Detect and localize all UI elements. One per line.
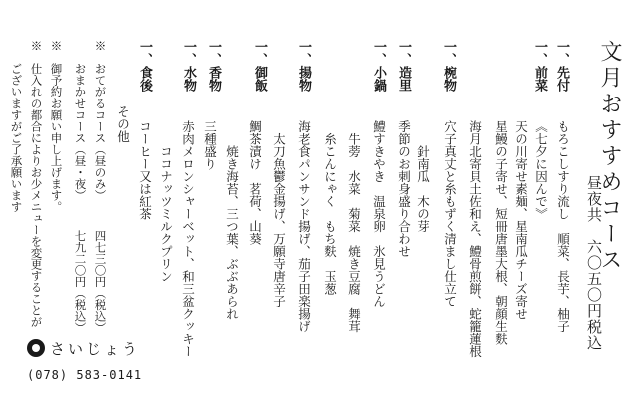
gohan-line-1: 鯛茶漬け 茗荷、山葵 (247, 120, 263, 245)
zensai-line-1: 《七夕に因んで》 (533, 120, 549, 220)
shop-name: さいじょう (50, 340, 141, 358)
note-line-1: ※ おてがるコース（昼のみ） 四七三〇円（税込） (93, 40, 108, 334)
agemono-line-1: 海老食パンサンド揚げ、茄子田楽揚げ (296, 120, 312, 333)
section-head-konabe: 一、小鍋 (371, 40, 386, 92)
course-price: 昼夜共 六〇五〇円税込 (585, 175, 603, 351)
shokugo-line-1: コーヒー又は紅茶 (137, 120, 153, 220)
family-crest-icon (27, 339, 45, 357)
wanmono-line-2: 穴子真丈と糸もずく清まし仕立て (442, 120, 458, 308)
menu-title: 文月おすすめコース (597, 40, 622, 274)
zensai-line-2: 天の川寄せ素麺、星南瓜チーズ寄せ (513, 120, 529, 320)
konabe-line-2: 牛蒡 水菜 菊菜 焼き豆腐 舞茸 (346, 120, 362, 333)
note-line-4: ※ 仕入れの都合によりお少メニューを変更することが (29, 40, 44, 328)
section-head-tsukuri: 一、造里 (396, 40, 411, 92)
section-head-zensai: 一、前菜 (532, 40, 547, 92)
konabe-line-1: 鱧すきやき 温泉卵 氷見うどん (371, 120, 387, 308)
mizumono-line-1: 赤肉メロンシャーベット、和三盆クッキー (180, 120, 196, 358)
note-line-2: おまかせコース（昼・夜） 七九二〇円（税込） (73, 40, 88, 334)
mizumono-line-2: ココナッツミルクプリン (158, 120, 174, 283)
agemono-line-2: 太刀魚鬱金揚げ、万願寺唐辛子 (271, 120, 287, 308)
kounomono-line-1: 三種盛り (202, 120, 218, 170)
section-head-mizumono: 一、水物 (181, 40, 196, 92)
section-head-gohan: 一、御飯 (252, 40, 267, 92)
shop-phone: (078) 583-0141 (27, 368, 143, 382)
sakizuke-line-1: もろこしすり流し 順菜、長芋、柚子 (555, 120, 571, 333)
note-line-3: ※ 御予約お願い申し上げます。 (49, 40, 64, 213)
section-head-shokugo: 一、食後 (137, 40, 152, 92)
section-head-wanmono: 一、椀物 (441, 40, 456, 92)
konabe-line-3: 糸こんにゃく もち麩 玉葱 (322, 120, 338, 295)
section-head-agemono: 一、揚物 (296, 40, 311, 92)
shokugo-line-2: その他 (115, 80, 131, 143)
tsukuri-line-1: 季節のお刺身盛り合わせ (396, 120, 412, 258)
zensai-line-3: 星鰻の子寄せ、短冊唐墨大根、朝顔生麩 (493, 120, 509, 345)
wanmono-line-1: 海月北寄貝土佐和え、鱧骨煎餅、蛇籠蓮根 (467, 120, 483, 358)
note-line-5: ございますがご了承願います (9, 40, 24, 213)
wanmono-line-3: 針南瓜 木の芽 (415, 120, 431, 233)
section-head-kounomono: 一、香物 (206, 40, 221, 92)
gohan-line-2: 焼き海苔、三つ葉、ぶぶあられ (224, 120, 240, 320)
section-head-sakizuke: 一、先付 (554, 40, 569, 92)
